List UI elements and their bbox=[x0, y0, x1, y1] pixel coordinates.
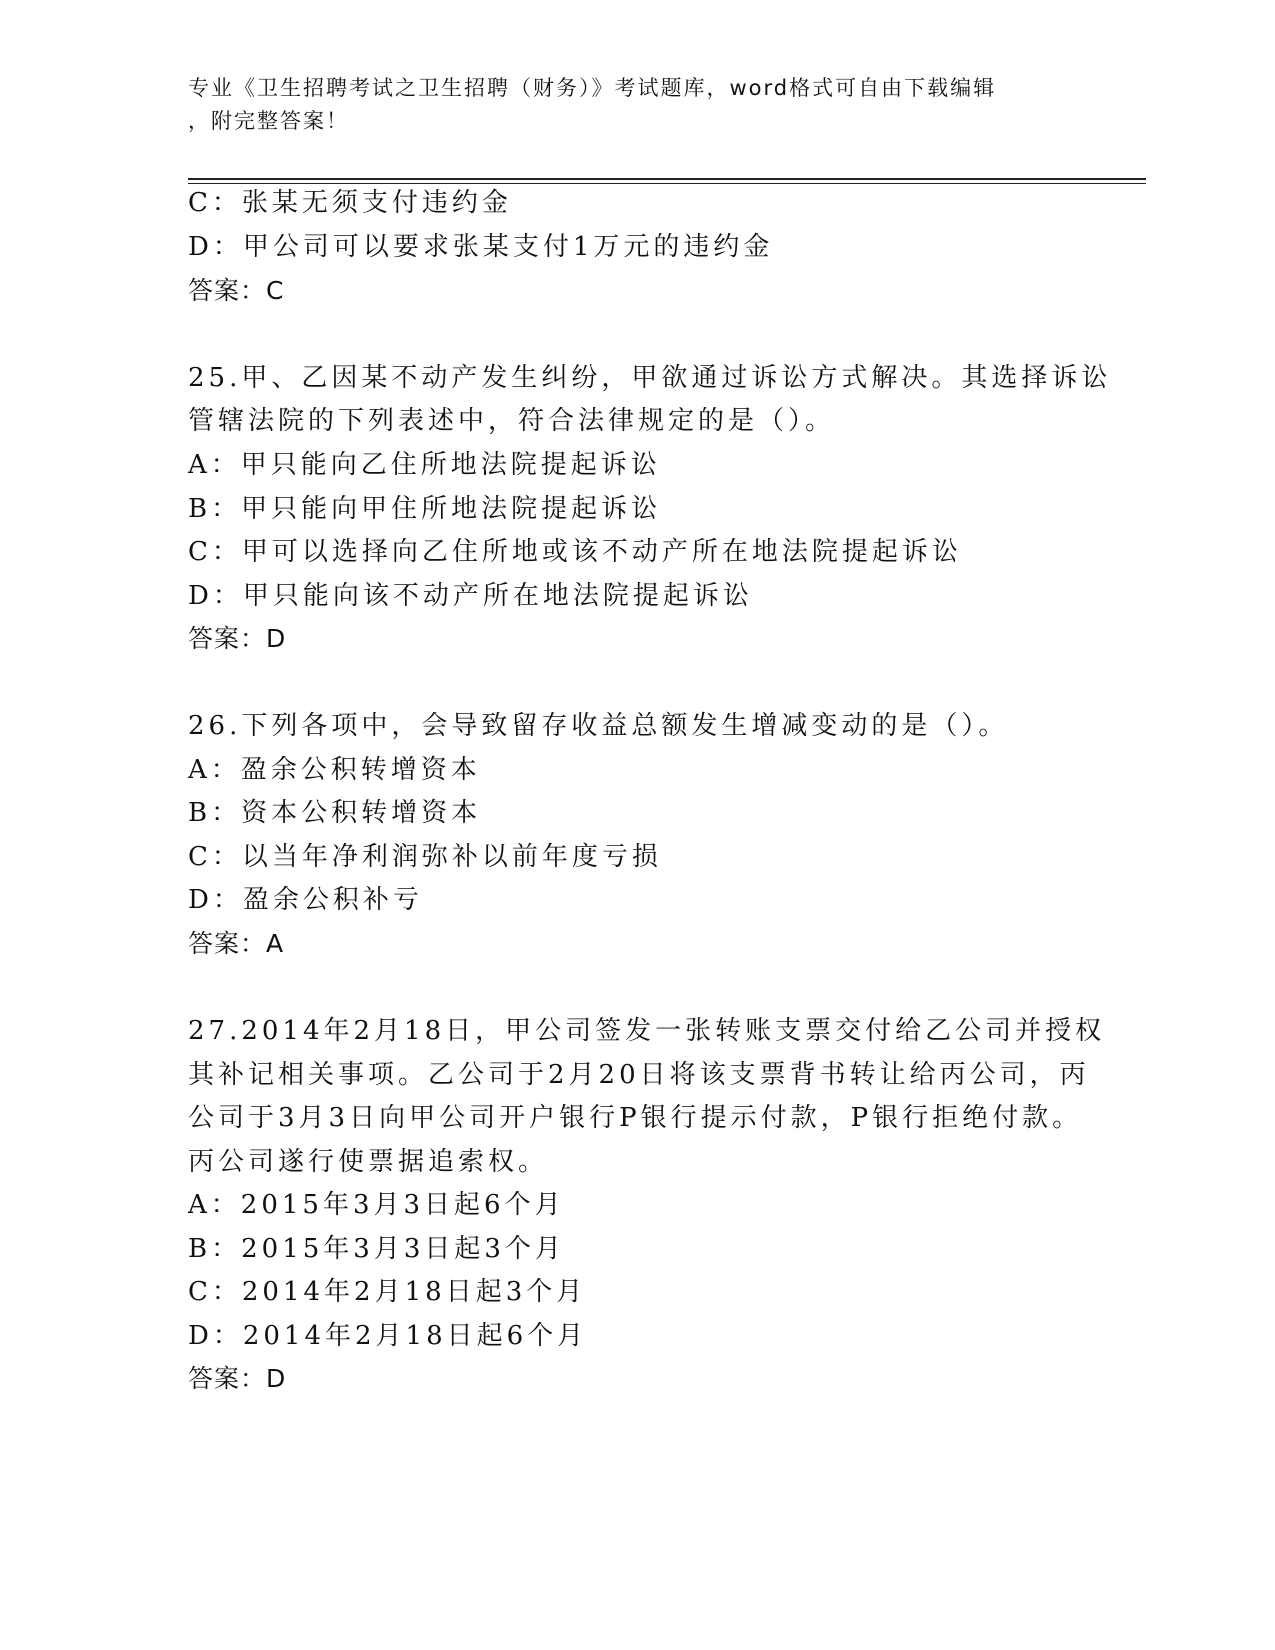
q25-answer: 答案：D bbox=[188, 624, 287, 653]
q25-option-a: A：甲只能向乙住所地法院提起诉讼 bbox=[188, 450, 661, 480]
q27-stem-line-2: 其补记相关事项。乙公司于2月20日将该支票背书转让给丙公司，丙 bbox=[188, 1060, 1090, 1090]
q26-option-b: B：资本公积转增资本 bbox=[188, 798, 482, 828]
header-line-1: 专业《卫生招聘考试之卫生招聘（财务）》考试题库，word格式可自由下载编辑 bbox=[188, 76, 997, 100]
q26-option-c: C：以当年净利润弥补以前年度亏损 bbox=[188, 842, 662, 872]
q24-option-c: C：张某无须支付违约金 bbox=[188, 188, 512, 218]
q25-stem-line-1: 25.甲、乙因某不动产发生纠纷，甲欲通过诉讼方式解决。其选择诉讼 bbox=[188, 363, 1112, 393]
q25-stem-line-2: 管辖法院的下列表述中，符合法律规定的是（）。 bbox=[188, 406, 836, 436]
q27-stem-line-4: 丙公司遂行使票据追索权。 bbox=[188, 1147, 549, 1177]
q27-stem-line-1: 27.2014年2月18日，甲公司签发一张转账支票交付给乙公司并授权 bbox=[188, 1016, 1106, 1046]
q27-option-a: A：2015年3月3日起6个月 bbox=[188, 1190, 565, 1220]
q24-answer: 答案：C bbox=[188, 276, 285, 305]
header-line-2: ，附完整答案！ bbox=[188, 109, 349, 133]
q27-option-c: C：2014年2月18日起3个月 bbox=[188, 1277, 587, 1307]
q25-option-c: C：甲可以选择向乙住所地或该不动产所在地法院提起诉讼 bbox=[188, 537, 962, 567]
q24-option-d: D：甲公司可以要求张某支付1万元的违约金 bbox=[188, 232, 774, 262]
q26-option-a: A：盈余公积转增资本 bbox=[188, 755, 481, 785]
q26-option-d: D：盈余公积补亏 bbox=[188, 885, 423, 915]
q27-stem-line-3: 公司于3月3日向甲公司开户银行P银行提示付款，P银行拒绝付款。 bbox=[188, 1103, 1083, 1133]
q26-stem-line-1: 26.下列各项中，会导致留存收益总额发生增减变动的是（）。 bbox=[188, 711, 1009, 741]
q25-option-d: D：甲只能向该不动产所在地法院提起诉讼 bbox=[188, 581, 753, 611]
q25-option-b: B：甲只能向甲住所地法院提起诉讼 bbox=[188, 494, 662, 524]
header-divider-thick bbox=[188, 178, 1146, 180]
header-divider-thin bbox=[188, 183, 1146, 184]
document-header bbox=[188, 72, 1068, 138]
q26-answer: 答案：A bbox=[188, 929, 285, 958]
q27-option-b: B：2015年3月3日起3个月 bbox=[188, 1234, 565, 1264]
q27-answer: 答案：D bbox=[188, 1364, 287, 1393]
q27-option-d: D：2014年2月18日起6个月 bbox=[188, 1321, 588, 1351]
